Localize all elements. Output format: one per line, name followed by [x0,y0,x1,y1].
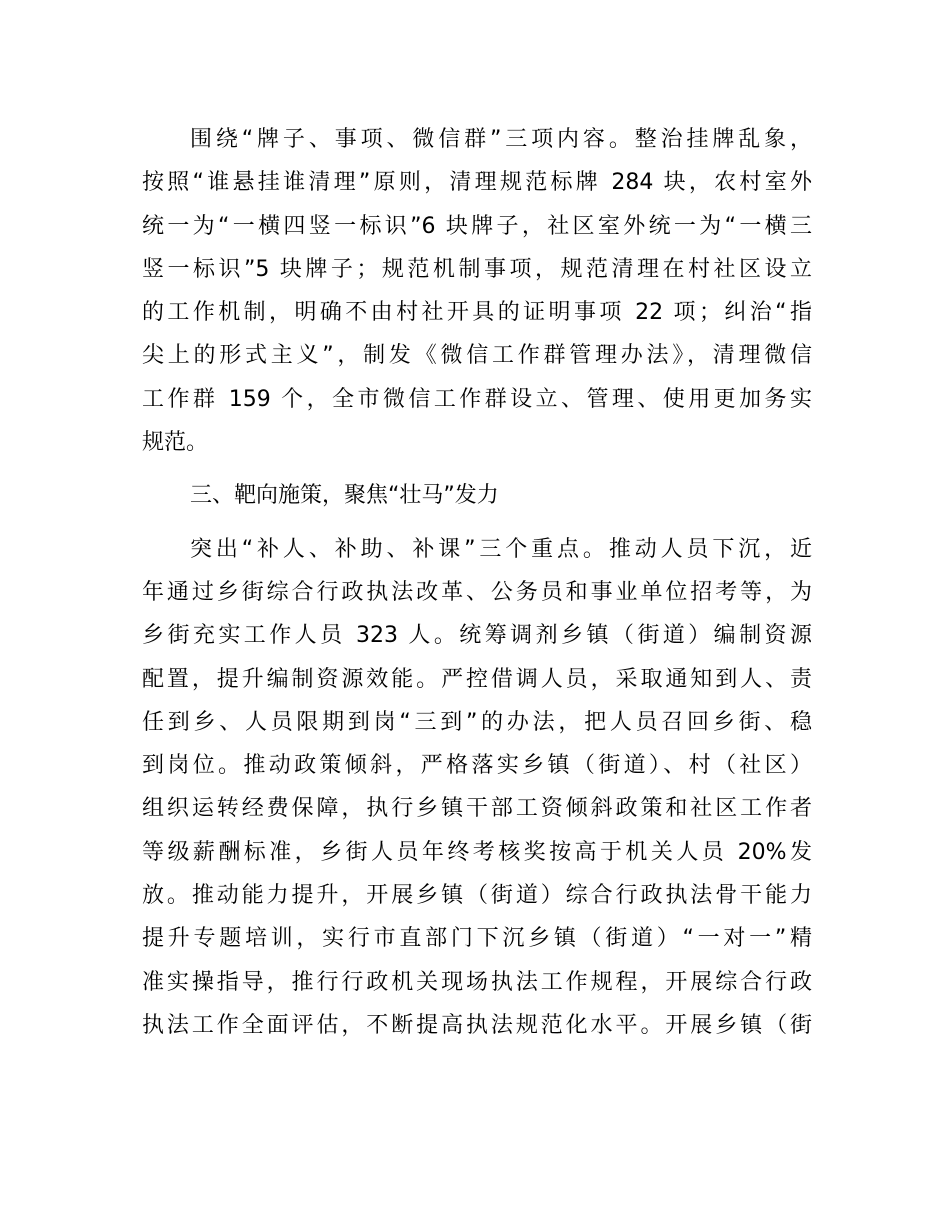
text-line: 工作群 159 个，全市微信工作群设立、管理、使用更加务实 [142,386,812,412]
text-line: 配置，提升编制资源效能。严控借调人员，采取通知到人、责 [142,666,812,692]
text-line: 年通过乡街综合行政执法改革、公务员和事业单位招考等，为 [142,579,812,605]
text-line: 准实操指导，推行行政机关现场执法工作规程，开展综合行政 [142,969,812,995]
text-line: 放。推动能力提升，开展乡镇（街道）综合行政执法骨干能力 [142,883,812,909]
paragraph-staffing-subsidy-training [142,528,812,1048]
text-line: 规范。 [142,430,209,456]
text-line: 执法工作全面评估，不断提高执法规范化水平。开展乡镇（街 [142,1012,812,1038]
text-line: 到岗位。推动政策倾斜，严格落实乡镇（街道）、村（社区） [142,753,812,779]
text-line: 统一为“一横四竖一标识”6 块牌子，社区室外统一为“一横三 [142,213,812,239]
text-line: 任到乡、人员限期到岗“三到”的办法，把人员召回乡街、稳 [142,709,812,735]
text-line: 突出“补人、补助、补课”三个重点。推动人员下沉，近 [190,536,812,562]
section-heading-text: 三、靶向施策，聚焦“壮马”发力 [190,483,499,509]
text-line: 的工作机制，明确不由村社开具的证明事项 22 项；纠治“指 [142,300,812,326]
document-page [142,118,812,1047]
text-line: 尖上的形式主义”，制发《微信工作群管理办法》，清理微信 [142,343,812,369]
text-line: 竖一标识”5 块牌子；规范机制事项，规范清理在村社区设立 [142,256,812,282]
text-line: 组织运转经费保障，执行乡镇干部工资倾斜政策和社区工作者 [142,796,812,822]
paragraph-signs-matters-wechat [142,118,812,464]
section-heading [142,474,812,517]
text-line: 按照“谁悬挂谁清理”原则，清理规范标牌 284 块，农村室外 [142,170,812,196]
text-line: 乡街充实工作人员 323 人。统筹调剂乡镇（街道）编制资源 [142,623,812,649]
text-line: 等级薪酬标准，乡街人员年终考核奖按高于机关人员 20%发 [142,839,812,865]
text-line: 提升专题培训，实行市直部门下沉乡镇（街道）“一对一”精 [142,926,812,952]
text-line: 围绕“牌子、事项、微信群”三项内容。整治挂牌乱象， [190,127,812,152]
